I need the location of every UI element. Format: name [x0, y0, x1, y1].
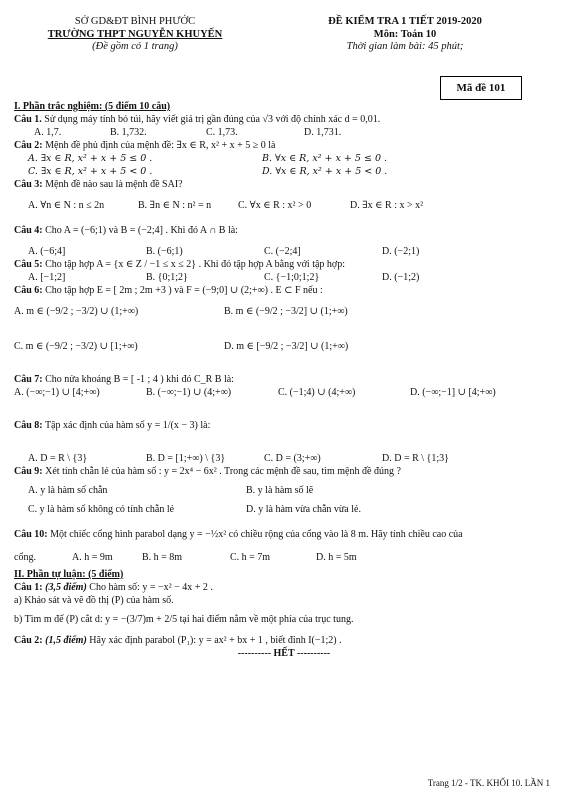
option-c: C. 1,73.	[206, 127, 238, 138]
exam-code-box: Mã đề 101	[440, 76, 522, 100]
option-c: C. h = 7m	[230, 552, 271, 563]
question-text: Cho tập hợp E = [ 2m ; 2m +3 ) và F = (−9;0] ∪ (2;+∞) . E ⊂ F nếu :	[45, 285, 323, 296]
question-5	[14, 258, 554, 271]
exam-title: ĐỀ KIỂM TRA 1 TIẾT 2019-2020	[328, 16, 482, 27]
end-mark: ---------- HẾT ----------	[237, 648, 331, 659]
option-b: B. h = 8m	[142, 552, 183, 563]
header-left	[30, 16, 240, 54]
options-q4	[14, 245, 554, 258]
option-d: D. (−∞;−1] ∪ [4;+∞)	[410, 387, 496, 398]
options-q6-row2	[14, 340, 554, 353]
question-label: Câu 1:	[14, 582, 43, 593]
question-6	[14, 284, 554, 297]
option-d: D. m ∈ [−9/2 ; −3/2] ∪ (1;+∞)	[224, 341, 349, 352]
question-text: Hãy xác định parabol (P₁): y = ax² + bx + 1 , biết đỉnh I(−1;2) .	[89, 635, 342, 646]
option-c: C. ∃x ∈ R, x² + x + 5 < 0 .	[28, 166, 153, 177]
option-a: A. D = R \ {3}	[28, 453, 88, 464]
part1-title	[14, 100, 554, 113]
question-text: Cho hàm số: y = −x² − 4x + 2 .	[89, 582, 213, 593]
question-text: Sử dụng máy tính bỏ túi, hãy viết giá trị gần đúng của √3 với độ chính xác d = 0,01.	[44, 114, 381, 125]
options-q7	[14, 386, 554, 399]
question-label: Câu 4:	[14, 225, 43, 236]
options-q9-row1	[14, 484, 554, 497]
option-b: B. ∀x ∈ R, x² + x + 5 ≤ 0 .	[262, 153, 388, 164]
part2-title-text: II. Phần tự luận: (5 điểm)	[14, 569, 124, 580]
question-label: Câu 5:	[14, 259, 43, 270]
option-a: A. 1,7.	[34, 127, 62, 138]
option-b: B. y là hàm số lẽ	[246, 485, 314, 496]
question-8	[14, 419, 554, 432]
part2-title	[14, 568, 554, 581]
question-label: Câu 2:	[14, 140, 43, 151]
question-2	[14, 139, 554, 152]
question-label: Câu 3:	[14, 179, 43, 190]
options-q8	[14, 452, 554, 465]
option-b: B. ∃n ∈ N : n² = n	[138, 200, 212, 211]
option-c: C. (−2;4]	[264, 246, 301, 257]
option-d: D. (−1;2)	[382, 272, 420, 283]
option-a: A. [−1;2]	[28, 272, 66, 283]
option-b: B. 1,732.	[110, 127, 147, 138]
options-q10	[14, 551, 554, 564]
question-points: (1,5 điểm)	[45, 635, 87, 646]
question-text: Cho A = (−6;1) và B = (−2;4] . Khi đó A ∩ B là:	[45, 225, 238, 236]
option-c: C. (−1;4) ∪ (4;+∞)	[278, 387, 356, 398]
essay-question-1a: a) Khảo sát và vẽ đồ thị (P) của hàm số.	[14, 595, 174, 606]
part1-title-text: I. Phần trắc nghiệm: (5 điểm 10 câu)	[14, 101, 171, 112]
exam-content	[14, 100, 554, 660]
page-footer: Trang 1/2 - TK. KHỐI 10. LẦN 1	[427, 778, 550, 788]
option-c: C. D = (3;+∞)	[264, 453, 321, 464]
option-a: A. (−6;4]	[28, 246, 66, 257]
question-7	[14, 373, 554, 386]
options-q1	[14, 126, 554, 139]
question-label: Câu 9:	[14, 466, 43, 477]
option-d: D. (−2;1)	[382, 246, 420, 257]
option-c: C. y là hàm số không có tính chẵn lẻ	[28, 504, 175, 515]
question-3	[14, 178, 554, 191]
question-label: Câu 6:	[14, 285, 43, 296]
question-label: Câu 10:	[14, 529, 48, 540]
option-a: A. ∀n ∈ N : n ≤ 2n	[28, 200, 105, 211]
option-b: B. {0;1;2}	[146, 272, 188, 283]
question-1	[14, 113, 554, 126]
essay-question-2	[14, 634, 554, 647]
option-d: D. 1,731.	[304, 127, 342, 138]
option-d: D. h = 5m	[316, 552, 357, 563]
school-name: TRƯỜNG THPT NGUYỄN KHUYẾN	[47, 28, 223, 40]
option-c: C. {−1;0;1;2}	[264, 272, 320, 283]
option-b: B. (−6;1)	[146, 246, 183, 257]
question-text: Một chiếc cổng hình parabol dạng y = −½x² có chiều rộng của cổng vào là 8 m. Hãy tính chiều cao của	[50, 529, 463, 540]
question-9	[14, 465, 554, 478]
option-a: A. y là hàm số chẵn	[28, 485, 108, 496]
question-label: Câu 2:	[14, 635, 43, 646]
options-q5	[14, 271, 554, 284]
dept-name: SỞ GD&ĐT BÌNH PHƯỚC	[74, 16, 196, 27]
header-right	[270, 16, 540, 54]
options-q6-row1	[14, 305, 554, 318]
question-label: Câu 1.	[14, 114, 42, 125]
option-c: C. m ∈ (−9/2 ; −3/2) ∪ [1;+∞)	[14, 341, 138, 352]
option-a: A. h = 9m	[72, 552, 113, 563]
question-continuation: cổng.	[14, 552, 36, 563]
options-q2-row2	[14, 165, 554, 178]
options-q3	[14, 199, 554, 212]
option-d: D. y là hàm vừa chẵn vừa lẻ.	[246, 504, 361, 515]
options-q2-row1	[14, 152, 554, 165]
exam-subject: Môn: Toán 10	[373, 28, 437, 40]
question-label: Câu 8:	[14, 420, 43, 431]
question-text: Mệnh đề nào sau là mệnh đề SAI?	[45, 179, 183, 190]
question-4	[14, 224, 554, 237]
options-q9-row2	[14, 503, 554, 516]
option-b: B. (−∞;−1) ∪ (4;+∞)	[146, 387, 232, 398]
question-label: Câu 7:	[14, 374, 43, 385]
essay-question-1	[14, 581, 554, 594]
option-d: D. ∃x ∈ R : x > x²	[350, 200, 424, 211]
question-text: Cho tập hợp A = {x ∈ Z / −1 ≤ x ≤ 2} . Khi đó tập hợp A bằng với tập hợp:	[45, 259, 345, 270]
pages-note: (Đề gồm có 1 trang)	[92, 41, 178, 52]
option-a: A. m ∈ (−9/2 ; −3/2) ∪ (1;+∞)	[14, 306, 139, 317]
option-d: D. ∀x ∈ R, x² + x + 5 < 0 .	[262, 166, 388, 177]
question-points: (3,5 điểm)	[45, 582, 87, 593]
option-c: C. ∀x ∈ R : x² > 0	[238, 200, 312, 211]
question-text: Mệnh đề phủ định của mệnh đề: ∃x ∈ R, x² + x + 5 ≥ 0 là	[45, 140, 276, 151]
essay-question-1b: b) Tìm m để (P) cắt d: y = −(3/7)m + 2/5 tại hai điểm nằm về một phía của trục tung.	[14, 614, 354, 625]
question-text: Tập xác định của hàm số y = 1/(x − 3) là:	[44, 420, 211, 431]
option-a: A. (−∞;−1) ∪ [4;+∞)	[14, 387, 100, 398]
option-b: B. D = [1;+∞) \ {3}	[146, 453, 226, 464]
option-a: A. ∃x ∈ R, x² + x + 5 ≤ 0 .	[28, 153, 153, 164]
question-text: Cho nửa khoảng B = [ -1 ; 4 ) khi đó C_R B là:	[45, 374, 234, 385]
question-text: Xét tính chẵn lẻ của hàm số : y = 2x⁴ − 6x² . Trong các mệnh đề sau, tìm mệnh đề đúng ?	[45, 466, 401, 477]
option-b: B. m ∈ (−9/2 ; −3/2] ∪ (1;+∞)	[224, 306, 348, 317]
question-10	[14, 528, 554, 541]
exam-time: Thời gian làm bài: 45 phút;	[346, 41, 464, 52]
option-d: D. D = R \ {1;3}	[382, 453, 449, 464]
